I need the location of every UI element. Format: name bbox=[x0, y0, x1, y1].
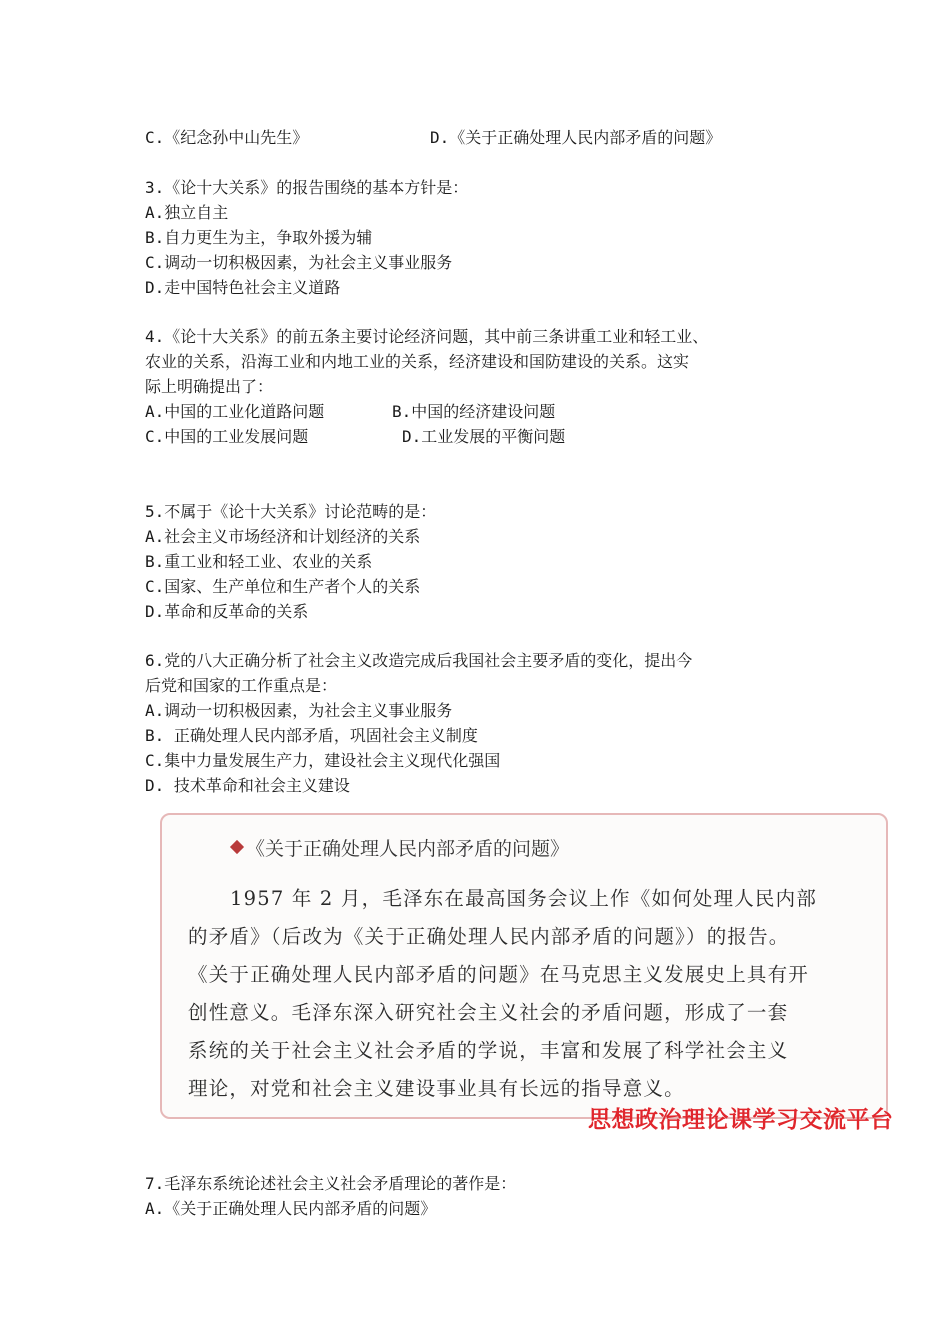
q6-option-b: B. 正确处理人民内部矛盾，巩固社会主义制度 bbox=[145, 726, 478, 745]
q7-stem: 7.毛泽东系统论述社会主义社会矛盾理论的著作是： bbox=[145, 1174, 517, 1193]
q3-option-b: B.自力更生为主，争取外援为辅 bbox=[145, 228, 373, 247]
q3-option-d: D.走中国特色社会主义道路 bbox=[145, 278, 341, 297]
q6-stem-line1: 6.党的八大正确分析了社会主义改造完成后我国社会主要矛盾的变化，提出今 bbox=[145, 651, 693, 670]
diamond-bullet-icon bbox=[230, 840, 244, 854]
q4-option-a: A.中国的工业化道路问题 bbox=[145, 402, 325, 421]
excerpt-line: 系统的关于社会主义社会矛盾的学说，丰富和发展了科学社会主义 bbox=[188, 1039, 789, 1062]
excerpt-line: 1957 年 2 月，毛泽东在最高国务会议上作《如何处理人民内部 bbox=[230, 887, 818, 910]
q6-stem-line2: 后党和国家的工作重点是： bbox=[145, 676, 338, 695]
q4-stem-line1: 4.《论十大关系》的前五条主要讨论经济问题，其中前三条讲重工业和轻工业、 bbox=[145, 327, 709, 346]
q2-option-c: C.《纪念孙中山先生》 bbox=[145, 128, 309, 147]
q5-option-d: D.革命和反革命的关系 bbox=[145, 602, 309, 621]
watermark-text: 思想政治理论课学习交流平台 bbox=[588, 1107, 894, 1133]
q7-option-a: A.《关于正确处理人民内部矛盾的问题》 bbox=[145, 1199, 437, 1218]
excerpt-line: 创性意义。毛泽东深入研究社会主义社会的矛盾问题，形成了一套 bbox=[188, 1001, 789, 1024]
excerpt-line: 的矛盾》（后改为《关于正确处理人民内部矛盾的问题》）的报告。 bbox=[188, 925, 790, 948]
q6-option-a: A.调动一切积极因素，为社会主义事业服务 bbox=[145, 701, 453, 720]
q4-stem-line3: 际上明确提出了： bbox=[145, 377, 274, 396]
excerpt-line: 《关于正确处理人民内部矛盾的问题》在马克思主义发展史上具有开 bbox=[188, 963, 810, 986]
q5-stem: 5.不属于《论十大关系》讨论范畴的是： bbox=[145, 502, 437, 521]
q5-option-c: C.国家、生产单位和生产者个人的关系 bbox=[145, 577, 421, 596]
textbook-excerpt bbox=[160, 813, 888, 1119]
q2-option-d: D.《关于正确处理人民内部矛盾的问题》 bbox=[430, 128, 722, 147]
q4-option-d: D.工业发展的平衡问题 bbox=[402, 427, 566, 446]
excerpt-line: 理论，对党和社会主义建设事业具有长远的指导意义。 bbox=[188, 1077, 685, 1100]
q4-option-b: B.中国的经济建设问题 bbox=[392, 402, 556, 421]
q5-option-a: A.社会主义市场经济和计划经济的关系 bbox=[145, 527, 421, 546]
excerpt-title: 《关于正确处理人民内部矛盾的问题》 bbox=[246, 838, 570, 860]
q3-option-c: C.调动一切积极因素，为社会主义事业服务 bbox=[145, 253, 453, 272]
q4-option-c: C.中国的工业发展问题 bbox=[145, 427, 309, 446]
q6-option-c: C.集中力量发展生产力，建设社会主义现代化强国 bbox=[145, 751, 501, 770]
q5-option-b: B.重工业和轻工业、农业的关系 bbox=[145, 552, 373, 571]
q6-option-d: D. 技术革命和社会主义建设 bbox=[145, 776, 350, 795]
q4-stem-line2: 农业的关系，沿海工业和内地工业的关系，经济建设和国防建设的关系。这实 bbox=[145, 352, 690, 371]
q3-stem: 3.《论十大关系》的报告围绕的基本方针是： bbox=[145, 178, 469, 197]
q3-option-a: A.独立自主 bbox=[145, 203, 229, 222]
